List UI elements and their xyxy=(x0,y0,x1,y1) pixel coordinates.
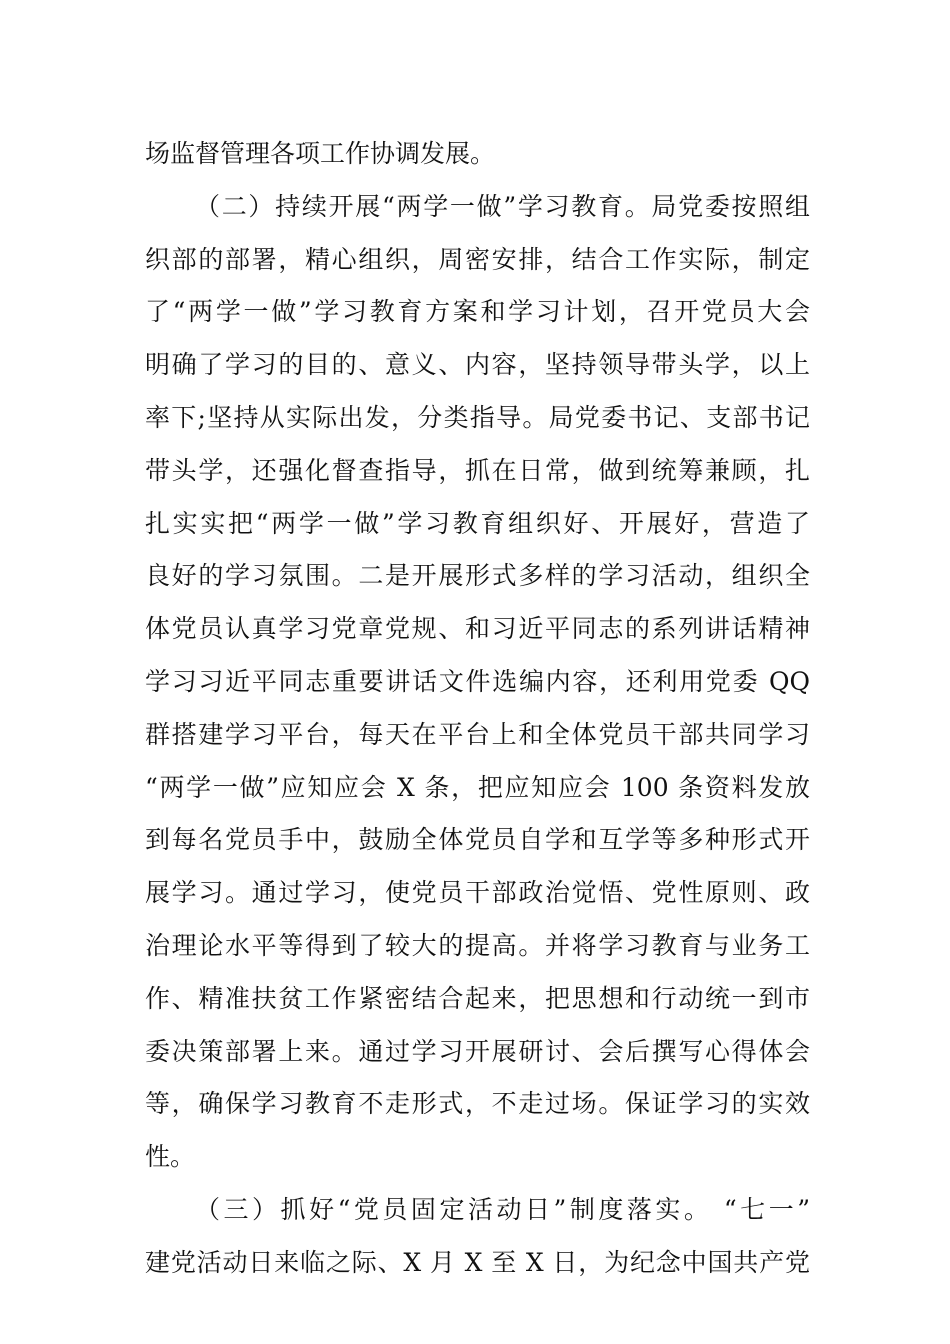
text-line: 学习习近平同志重要讲话文件选编内容，还利用党委 QQ xyxy=(145,666,810,696)
text-line: （三）抓好“党员固定活动日”制度落实。 “七一” xyxy=(195,1194,810,1224)
text-line: 明确了学习的目的、意义、内容，坚持领导带头学，以上 xyxy=(145,350,810,380)
text-line: （二）持续开展“两学一做”学习教育。局党委按照组 xyxy=(195,191,810,221)
text-line: 治理论水平等得到了较大的提高。并将学习教育与业务工 xyxy=(145,930,810,960)
text-line: 率下;坚持从实际出发，分类指导。局党委书记、支部书记 xyxy=(145,402,810,432)
paragraph-party-activity-day xyxy=(145,1184,810,1290)
text-line: 委决策部署上来。通过学习开展研讨、会后撰写心得体会 xyxy=(145,1036,810,1066)
paragraph-continuation xyxy=(145,128,810,181)
text-line: 织部的部署，精心组织，周密安排，结合工作实际，制定 xyxy=(145,244,810,274)
text-line: 了“两学一做”学习教育方案和学习计划，召开党员大会 xyxy=(145,297,810,327)
body-text xyxy=(145,128,810,1290)
paragraph-two-study-one-do xyxy=(145,181,810,1184)
text-line: 带头学，还强化督查指导，抓在日常，做到统筹兼顾，扎 xyxy=(145,455,810,485)
text-line: 体党员认真学习党章党规、和习近平同志的系列讲话精神 xyxy=(145,614,810,644)
text-line: 作、精准扶贫工作紧密结合起来，把思想和行动统一到市 xyxy=(145,983,810,1013)
text-line: 良好的学习氛围。二是开展形式多样的学习活动，组织全 xyxy=(145,561,810,591)
text-line: 展学习。通过学习，使党员干部政治觉悟、党性原则、政 xyxy=(145,878,810,908)
text-line: 到每名党员手中，鼓励全体党员自学和互学等多种形式开 xyxy=(145,825,810,855)
text-line: 群搭建学习平台，每天在平台上和全体党员干部共同学习 xyxy=(145,719,810,749)
text-line: 性。 xyxy=(145,1142,196,1172)
text-line: 场监督管理各项工作协调发展。 xyxy=(145,139,496,168)
text-line: 扎实实把“两学一做”学习教育组织好、开展好，营造了 xyxy=(145,508,810,538)
text-line: “两学一做”应知应会 X 条，把应知应会 100 条资料发放 xyxy=(145,772,810,802)
text-line: 等，确保学习教育不走形式，不走过场。保证学习的实效 xyxy=(145,1089,810,1119)
text-line: 建党活动日来临之际、X 月 X 至 X 日，为纪念中国共产党 xyxy=(145,1247,810,1277)
